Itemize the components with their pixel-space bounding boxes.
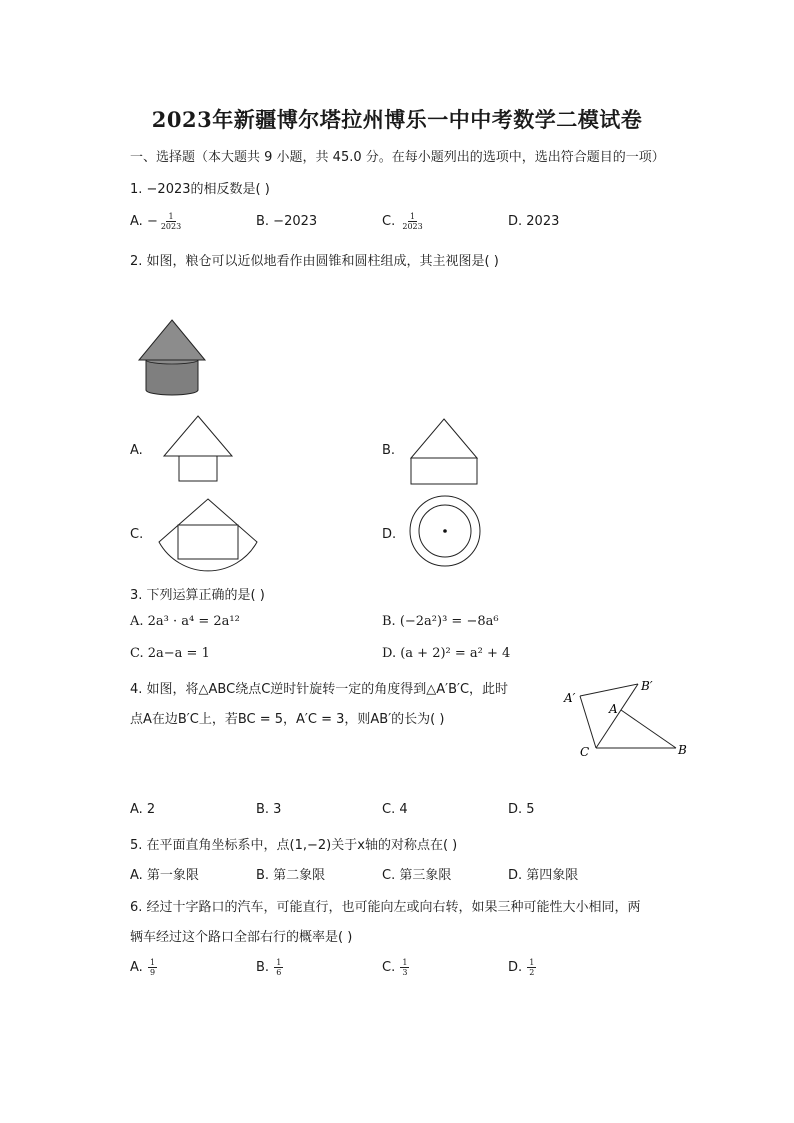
q6-stem-line2: 辆车经过这个路口全部右行的概率是( ) xyxy=(130,930,353,945)
fraction: $\frac{1}{6}$ xyxy=(276,958,282,977)
q6-stem-line1: 6. 经过十字路口的汽车，可能直行，也可能向左或向右转，如果三种可能性大小相同，两 xyxy=(130,900,641,915)
label-b: B xyxy=(678,743,687,757)
q6-option-d[interactable]: D. $\frac{1}{2}$ xyxy=(508,958,535,977)
rotation-triangle-figure xyxy=(560,676,694,760)
option-label: A. xyxy=(130,214,143,229)
q5-option-b[interactable]: B. 第二象限 xyxy=(256,868,326,883)
q4-option-b[interactable]: B. 3 xyxy=(256,802,282,817)
fraction: $\frac{1}{2}$ xyxy=(529,958,535,977)
q4-option-c[interactable]: C. 4 xyxy=(382,802,408,817)
option-b-figure[interactable] xyxy=(409,418,481,486)
q2-stem: 2. 如图，粮仓可以近似地看作由圆锥和圆柱组成，其主视图是( ) xyxy=(130,254,499,269)
q4-stem-line2: 点A在边B′C上，若BC = 5，A′C = 3，则AB′的长为( ) xyxy=(130,712,445,727)
section-heading: 一、选择题（本大题共 9 小题，共 45.0 分。在每小题列出的选项中，选出符合题目的一项） xyxy=(130,150,665,165)
q1-option-c[interactable] xyxy=(382,212,425,231)
q5-option-c[interactable]: C. 第三象限 xyxy=(382,868,452,883)
q4-option-a[interactable]: A. 2 xyxy=(130,802,156,817)
granary-figure xyxy=(136,318,208,398)
fraction: $\frac{1}{2023}$ xyxy=(402,212,423,231)
q1-option-d[interactable]: D. 2023 xyxy=(508,214,560,229)
option-a-figure[interactable] xyxy=(162,415,234,483)
q4-stem-line1: 4. 如图，将△ABC绕点C逆时针旋转一定的角度得到△A′B′C，此时 xyxy=(130,682,509,697)
page-title: 2023年新疆博尔塔拉州博乐一中中考数学二模试卷 xyxy=(151,107,643,132)
fraction: $\frac{1}{2023}$ xyxy=(160,212,182,231)
label-c: C xyxy=(580,745,590,759)
fraction: $\frac{1}{3}$ xyxy=(402,958,408,977)
q1-option-b[interactable]: B. −2023 xyxy=(256,214,318,229)
q3-option-c[interactable]: C. 2a−a = 1 xyxy=(130,646,210,661)
q5-option-d[interactable]: D. 第四象限 xyxy=(508,868,579,883)
q6-option-a[interactable]: A. $\frac{1}{9}$ xyxy=(130,958,156,977)
q3-option-a[interactable]: A. 2a³ · a⁴ = 2a¹² xyxy=(130,614,240,629)
q1-stem: 1. −2023的相反数是( ) xyxy=(130,182,270,197)
option-d-figure[interactable] xyxy=(408,494,482,568)
q5-stem: 5. 在平面直角坐标系中，点(1,−2)关于x轴的对称点在( ) xyxy=(130,838,458,853)
q4-option-d[interactable]: D. 5 xyxy=(508,802,535,817)
q2-option-d[interactable]: D. xyxy=(382,527,397,542)
option-c-figure[interactable] xyxy=(156,497,260,569)
q5-option-a[interactable]: A. 第一象限 xyxy=(130,868,199,883)
q6-option-c[interactable]: C. $\frac{1}{3}$ xyxy=(382,958,408,977)
q2-option-a[interactable]: A. xyxy=(130,443,143,458)
label-a-prime: A′ xyxy=(564,691,576,705)
minus-sign: − xyxy=(146,214,158,229)
q3-option-d[interactable]: D. (a + 2)² = a² + 4 xyxy=(382,646,511,661)
label-b-prime: B′ xyxy=(641,679,653,693)
q1-option-a[interactable] xyxy=(130,212,183,231)
q2-option-c[interactable]: C. xyxy=(130,527,144,542)
option-label: C. xyxy=(382,214,396,229)
q2-option-b[interactable]: B. xyxy=(382,443,396,458)
label-a: A xyxy=(609,702,618,716)
q3-option-b[interactable]: B. (−2a²)³ = −8a⁶ xyxy=(382,614,499,629)
q3-stem: 3. 下列运算正确的是( ) xyxy=(130,588,265,603)
fraction: $\frac{1}{9}$ xyxy=(149,958,156,977)
q6-option-b[interactable]: B. $\frac{1}{6}$ xyxy=(256,958,282,977)
